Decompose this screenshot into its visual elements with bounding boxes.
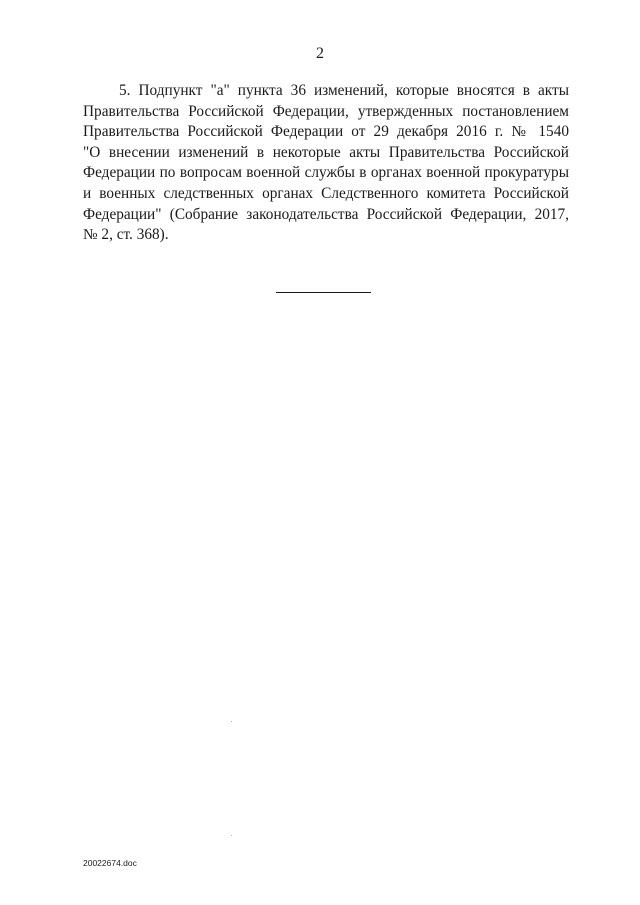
page-number: 2	[316, 45, 324, 62]
paragraph-line: Федерации" (Собрание законодательства Российской Федерации, 2017,	[83, 205, 569, 223]
paragraph-line: и военных следственных органах Следственного комитета Российской	[83, 184, 569, 202]
closing-rule	[276, 292, 371, 293]
scan-speck	[231, 835, 232, 836]
amendment-paragraph	[83, 81, 569, 246]
footer-file-name: 20022674.doc	[83, 858, 137, 868]
paragraph-line: 5. Подпункт "а" пункта 36 изменений, которые вносятся в акты	[119, 82, 569, 99]
scan-speck	[231, 721, 232, 722]
paragraph-line: Федерации по вопросам военной службы в органах военной прокуратуры	[83, 164, 569, 182]
paragraph-line: Правительства Российской Федерации от 29 декабря 2016 г. № 1540	[83, 123, 569, 141]
paragraph-line: № 2, ст. 368).	[83, 226, 169, 244]
paragraph-line: "О внесении изменений в некоторые акты Правительства Российской	[83, 143, 569, 161]
paragraph-line: Правительства Российской Федерации, утвержденных постановлением	[83, 102, 569, 120]
